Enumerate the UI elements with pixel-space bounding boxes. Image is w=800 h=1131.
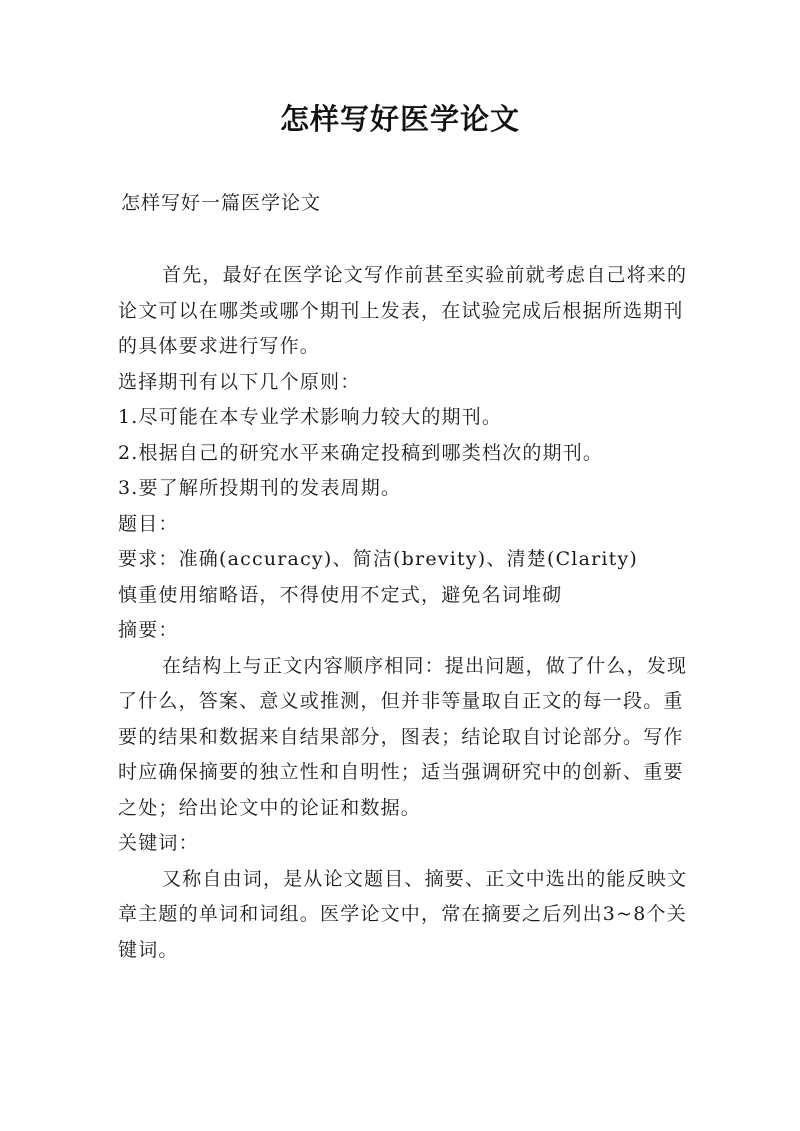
- abstract-paragraph: 在结构上与正文内容顺序相同：提出问题，做了什么，发现了什么，答案、意义或推测，但并非等量取自正文的每一段。重要的结果和数据来自结果部分，图表；结论取自讨论部分。写作时应确保摘要的独立性和自明性；适当强调研究中的创新、重要之处；给出论文中的论证和数据。: [118, 654, 688, 819]
- principle-item-2: 2.根据自己的研究水平来确定投稿到哪类档次的期刊。: [118, 441, 604, 464]
- abstract-heading: 摘要：: [118, 619, 179, 641]
- document-body: [118, 258, 693, 968]
- title-caution: 慎重使用缩略语，不得使用不定式，避免名词堆砌: [118, 583, 563, 606]
- title-section-heading: 题目：: [118, 512, 179, 535]
- intro-paragraph: 首先，最好在医学论文写作前甚至实验前就考虑自己将来的论文可以在哪类或哪个期刊上发表，在试验完成后根据所选期刊的具体要求进行写作。: [118, 264, 688, 357]
- title-requirements: 要求：准确(accuracy)、简洁(brevity)、清楚(Clarity): [118, 548, 639, 570]
- keywords-paragraph: 又称自由词，是从论文题目、摘要、正文中选出的能反映文章主题的单词和词组。医学论文中，常在摘要之后列出3~8个关键词。: [118, 867, 688, 961]
- document-title: 怎样写好医学论文: [279, 102, 520, 136]
- principle-item-3: 3.要了解所投期刊的发表周期。: [118, 477, 402, 499]
- keywords-heading: 关键词：: [118, 832, 199, 854]
- principle-item-1: 1.尽可能在本专业学术影响力较大的期刊。: [118, 406, 503, 428]
- document-subtitle: 怎样写好一篇医学论文: [121, 192, 322, 214]
- principles-heading: 选择期刊有以下几个原则：: [118, 370, 361, 393]
